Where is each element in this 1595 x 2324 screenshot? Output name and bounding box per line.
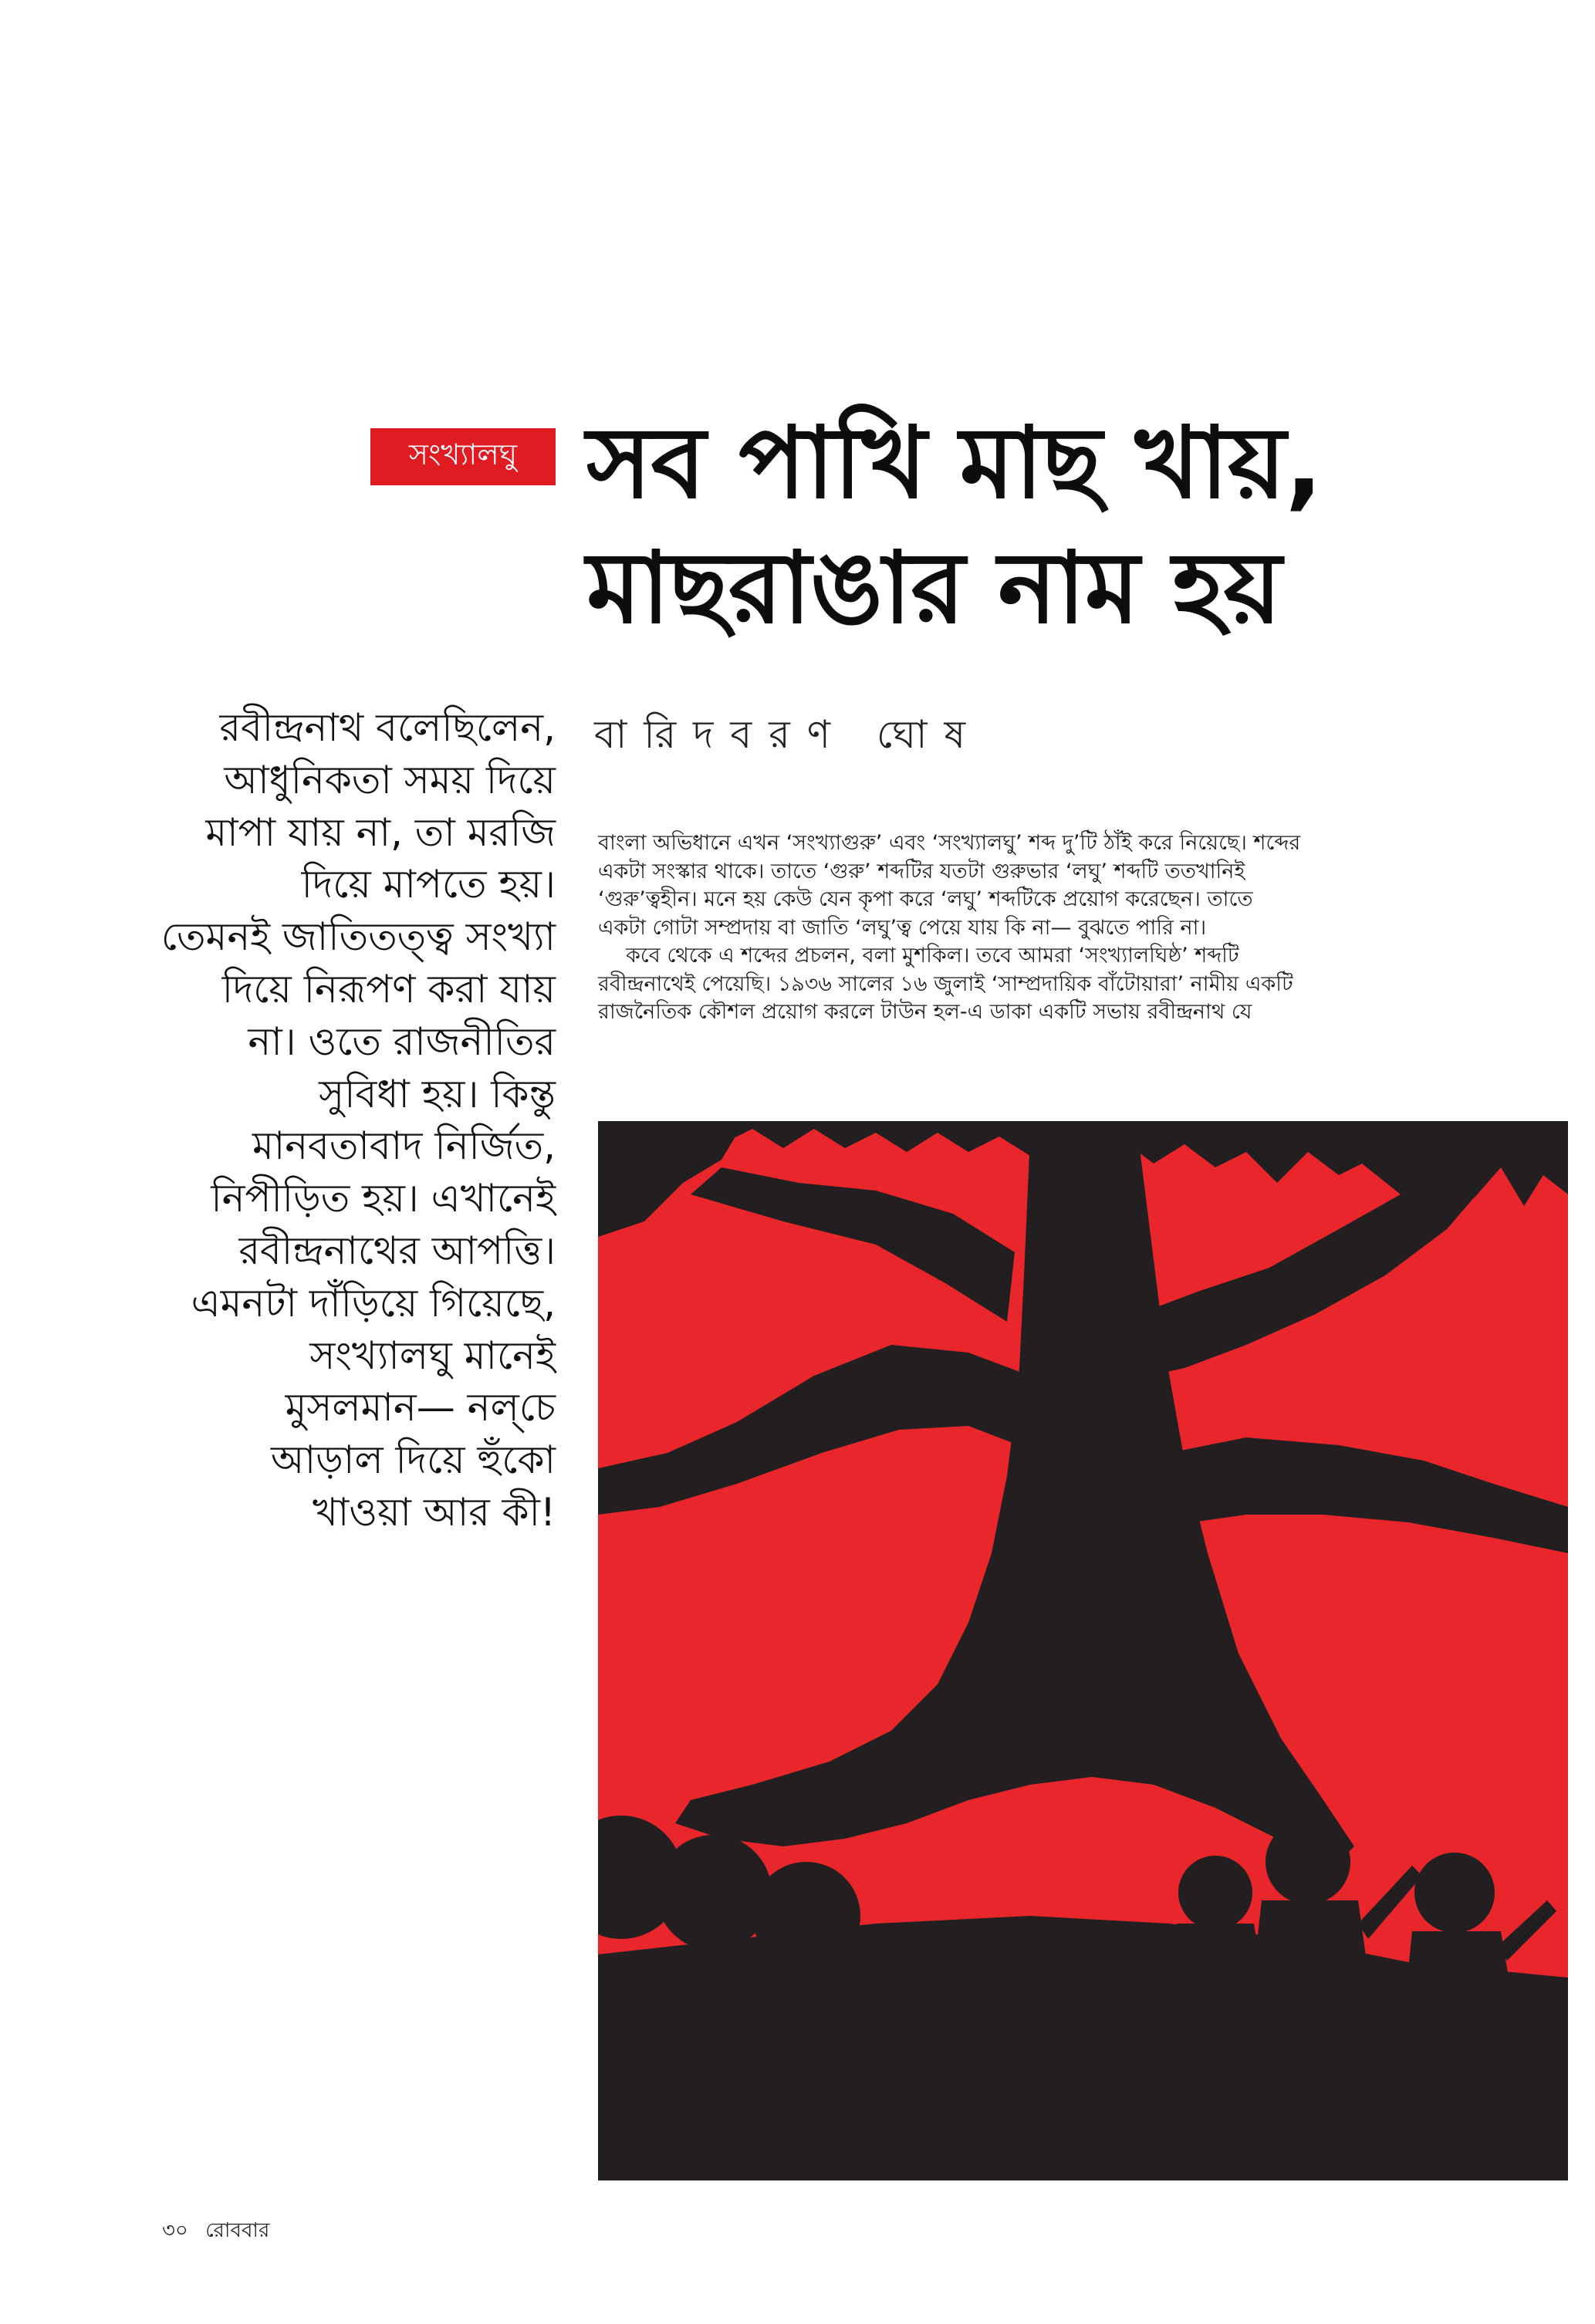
pull-quote-line: মুসলমান— নল্‌চে xyxy=(285,1385,556,1431)
page-footer xyxy=(162,2214,280,2248)
body-line: রাজনৈতিক কৌশল প্রয়োগ করলে টাউন হল-এ ডাকা একটি সভায় রবীন্দ্রনাথ যে xyxy=(598,1000,1252,1024)
pull-quote-line: আড়াল দিয়ে হুঁকো xyxy=(270,1437,556,1483)
pull-quote-line: এমনটা দাঁড়িয়ে গিয়েছে, xyxy=(191,1280,556,1326)
pull-quote-line: দিয়ে মাপতে হয়। xyxy=(301,862,556,907)
pull-quote-line: না। ওতে রাজনীতির xyxy=(248,1018,556,1064)
page-number: ৩০ xyxy=(162,2219,188,2242)
pull-quote-line: নিপীড়িত হয়। এখানেই xyxy=(211,1176,556,1221)
tree-silhouette-illustration xyxy=(598,1121,1568,2180)
headline-line-2: মাছরাঙার নাম হয় xyxy=(586,531,1282,646)
author-byline: বারিদবরণ ঘোষ xyxy=(594,712,983,757)
body-line: কবে থেকে এ শব্দের প্রচলন, বলা মুশকিল। তবে আমরা ‘সংখ্যালঘিষ্ঠ’ শব্দটি xyxy=(626,944,1239,968)
pull-quote-line: দিয়ে নিরূপণ করা যায় xyxy=(221,966,556,1012)
section-tag: সংখ্যালঘু xyxy=(370,428,556,485)
pull-quote-line: মাপা যায় না, তা মরজি xyxy=(205,809,556,855)
pull-quote-line: আধুনিকতা সময় দিয়ে xyxy=(224,757,556,802)
pull-quote-line: রবীন্দ্রনাথ বলেছিলেন, xyxy=(219,705,556,750)
headline-line-1: সব পাখি মাছ খায়, xyxy=(586,406,1323,521)
pull-quote-line: সংখ্যালঘু মানেই xyxy=(309,1333,556,1378)
body-line: রবীন্দ্রনাথেই পেয়েছি। ১৯৩৬ সালের ১৬ জুলাই ‘সাম্প্রদায়িক বাঁটোয়ারা’ নামীয় একটি xyxy=(598,971,1293,996)
publication-name: রোববার xyxy=(205,2219,270,2242)
body-line: একটা সংস্কার থাকে। তাতে ‘গুরু’ শব্দটির যতটা গুরুভার ‘লঘু’ শব্দটি ততখানিই xyxy=(598,859,1245,883)
body-line: বাংলা অভিধানে এখন ‘সংখ্যাগুরু’ এবং ‘সংখ্যালঘু’ শব্দ দু’টি ঠাঁই করে নিয়েছে। শব্দের xyxy=(598,831,1301,855)
article-body xyxy=(598,829,1578,1027)
pull-quote xyxy=(123,702,556,1539)
body-line: ‘গুরু’ত্বহীন। মনে হয় কেউ যেন কৃপা করে ‘লঘু’ শব্দটিকে প্রয়োগ করেছেন। তাতে xyxy=(598,887,1253,911)
pull-quote-line: তেমনই জাতিতত্ত্ব সংখ্যা xyxy=(161,914,556,960)
headline xyxy=(586,401,1559,651)
pull-quote-line: মানবতাবাদ নির্জিত, xyxy=(252,1123,556,1169)
pull-quote-line: সুবিধা হয়। কিন্তু xyxy=(319,1071,556,1116)
pull-quote-line: রবীন্দ্রনাথের আপত্তি। xyxy=(238,1228,556,1273)
body-line: একটা গোটা সম্প্রদায় বা জাতি ‘লঘু’ত্ব পেয়ে যায় কি না— বুঝতে পারি না। xyxy=(598,915,1207,940)
pull-quote-line: খাওয়া আর কী! xyxy=(312,1489,556,1535)
